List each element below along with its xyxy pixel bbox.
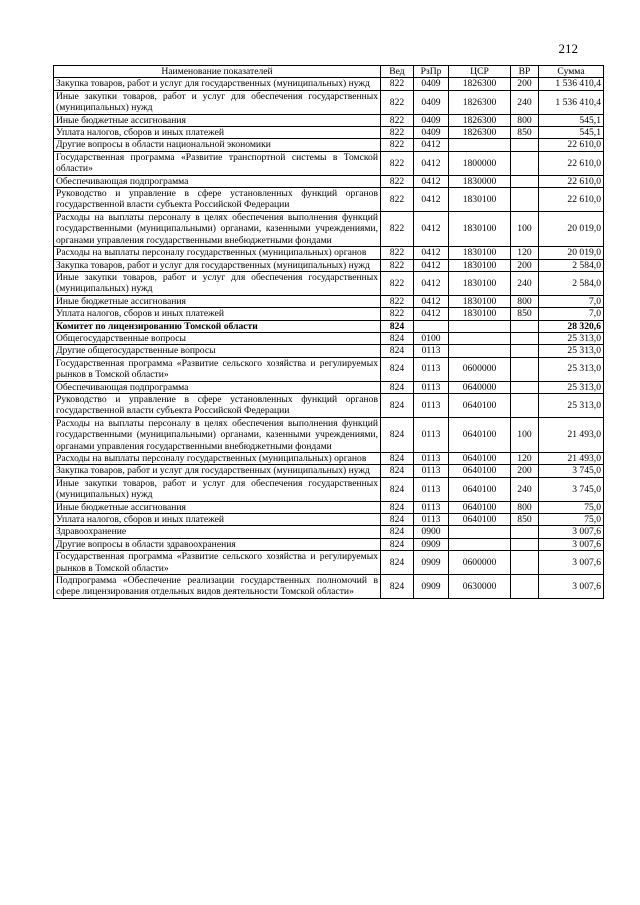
row-ved: 822 [381, 188, 414, 212]
row-vr [511, 526, 539, 538]
row-sum: 25 313,0 [539, 393, 604, 417]
row-ved: 822 [381, 90, 414, 114]
row-sum: 3 745,0 [539, 477, 604, 501]
table-row [54, 259, 604, 271]
row-ved: 824 [381, 538, 414, 550]
row-rzpr: 0909 [414, 551, 449, 575]
row-sum: 22 610,0 [539, 175, 604, 187]
table-row [54, 417, 604, 452]
row-vr [511, 151, 539, 175]
row-rzpr: 0409 [414, 78, 449, 90]
row-rzpr: 0409 [414, 90, 449, 114]
row-csr: 0640100 [449, 417, 511, 452]
row-rzpr: 0409 [414, 114, 449, 126]
row-ved: 822 [381, 139, 414, 151]
row-vr [511, 332, 539, 344]
row-vr: 100 [511, 417, 539, 452]
row-csr [449, 345, 511, 357]
row-vr [511, 381, 539, 393]
row-csr: 0600000 [449, 357, 511, 381]
row-csr: 1800000 [449, 151, 511, 175]
row-vr: 120 [511, 247, 539, 259]
table-row [54, 345, 604, 357]
row-name: Комитет по лицензированию Томской области [54, 320, 381, 332]
row-csr: 0640000 [449, 381, 511, 393]
row-rzpr: 0412 [414, 271, 449, 295]
row-ved: 824 [381, 393, 414, 417]
row-ved: 824 [381, 477, 414, 501]
row-csr: 1830000 [449, 175, 511, 187]
row-rzpr: 0412 [414, 151, 449, 175]
row-ved: 822 [381, 295, 414, 307]
row-ved: 824 [381, 357, 414, 381]
row-csr [449, 538, 511, 550]
row-sum: 25 313,0 [539, 357, 604, 381]
table-header-row [54, 66, 604, 78]
row-rzpr: 0409 [414, 127, 449, 139]
row-csr: 0640100 [449, 501, 511, 513]
row-name: Закупка товаров, работ и услуг для государственных (муниципальных) нужд [54, 78, 381, 90]
table-row [54, 211, 604, 246]
table-row [54, 477, 604, 501]
row-rzpr [414, 320, 449, 332]
row-sum: 22 610,0 [539, 139, 604, 151]
row-ved: 824 [381, 514, 414, 526]
table-body [54, 78, 604, 598]
row-csr: 0630000 [449, 575, 511, 599]
row-sum: 1 536 410,4 [539, 90, 604, 114]
row-vr [511, 551, 539, 575]
header-csr: ЦСР [449, 66, 511, 78]
row-vr [511, 393, 539, 417]
row-csr: 1830100 [449, 259, 511, 271]
row-rzpr: 0412 [414, 139, 449, 151]
table-row [54, 538, 604, 550]
row-sum: 21 493,0 [539, 417, 604, 452]
header-ved: Вед [381, 66, 414, 78]
row-csr: 0600000 [449, 551, 511, 575]
row-name: Иные закупки товаров, работ и услуг для обеспечения государственных (муниципальных) нужд [54, 271, 381, 295]
row-csr: 1830100 [449, 308, 511, 320]
row-sum: 22 610,0 [539, 188, 604, 212]
row-sum: 3 007,6 [539, 526, 604, 538]
row-ved: 824 [381, 417, 414, 452]
row-rzpr: 0113 [414, 465, 449, 477]
row-sum: 25 313,0 [539, 345, 604, 357]
row-name: Обеспечивающая подпрограмма [54, 381, 381, 393]
row-vr: 200 [511, 259, 539, 271]
row-rzpr: 0113 [414, 381, 449, 393]
table-row [54, 381, 604, 393]
header-name: Наименование показателей [54, 66, 381, 78]
row-csr: 1830100 [449, 211, 511, 246]
row-name: Руководство и управление в сфере установленных функций органов государственной власти субъекта Российской Федерации [54, 188, 381, 212]
row-ved: 824 [381, 332, 414, 344]
table-row [54, 465, 604, 477]
row-csr [449, 139, 511, 151]
row-name: Другие вопросы в области здравоохранения [54, 538, 381, 550]
row-vr: 200 [511, 465, 539, 477]
table-row [54, 127, 604, 139]
row-sum: 75,0 [539, 501, 604, 513]
row-rzpr: 0113 [414, 393, 449, 417]
row-vr: 850 [511, 127, 539, 139]
row-rzpr: 0100 [414, 332, 449, 344]
table-row [54, 114, 604, 126]
row-sum: 22 610,0 [539, 151, 604, 175]
row-sum: 7,0 [539, 295, 604, 307]
row-name: Иные бюджетные ассигнования [54, 295, 381, 307]
row-ved: 824 [381, 551, 414, 575]
table-row [54, 271, 604, 295]
row-rzpr: 0412 [414, 259, 449, 271]
row-name: Расходы на выплаты персоналу в целях обеспечения выполнения функций государственными (муниципальными) органами, казенными учреждениями, органами управления государственными внебюджетными фондами [54, 211, 381, 246]
row-vr: 240 [511, 477, 539, 501]
row-name: Расходы на выплаты персоналу в целях обеспечения выполнения функций государственными (муниципальными) органами, казенными учреждениями, органами управления государственными внебюджетными фондами [54, 417, 381, 452]
row-rzpr: 0909 [414, 538, 449, 550]
row-vr [511, 139, 539, 151]
row-vr: 240 [511, 90, 539, 114]
row-sum: 25 313,0 [539, 381, 604, 393]
table-row [54, 175, 604, 187]
row-ved: 822 [381, 151, 414, 175]
row-ved: 824 [381, 465, 414, 477]
row-name: Иные закупки товаров, работ и услуг для обеспечения государственных (муниципальных) нужд [54, 90, 381, 114]
row-vr: 240 [511, 271, 539, 295]
budget-table [53, 65, 604, 599]
row-name: Государственная программа «Развитие транспортной системы в Томской области» [54, 151, 381, 175]
row-vr: 850 [511, 308, 539, 320]
row-sum: 25 313,0 [539, 332, 604, 344]
row-ved: 824 [381, 526, 414, 538]
table-row [54, 139, 604, 151]
row-name: Руководство и управление в сфере установленных функций органов государственной власти субъекта Российской Федерации [54, 393, 381, 417]
row-vr [511, 345, 539, 357]
table-row [54, 151, 604, 175]
row-sum: 3 007,6 [539, 551, 604, 575]
page-number: 212 [558, 41, 578, 56]
row-name: Государственная программа «Развитие сельского хозяйства и регулируемых рынков в Томской области» [54, 357, 381, 381]
table-row [54, 308, 604, 320]
row-name: Расходы на выплаты персоналу государственных (муниципальных) органов [54, 453, 381, 465]
row-sum: 3 007,6 [539, 575, 604, 599]
row-rzpr: 0412 [414, 211, 449, 246]
row-rzpr: 0900 [414, 526, 449, 538]
row-rzpr: 0412 [414, 188, 449, 212]
row-ved: 822 [381, 247, 414, 259]
row-ved: 822 [381, 127, 414, 139]
table-row [54, 188, 604, 212]
row-vr: 800 [511, 501, 539, 513]
row-ved: 824 [381, 320, 414, 332]
row-vr: 800 [511, 295, 539, 307]
row-csr: 1826300 [449, 90, 511, 114]
row-rzpr: 0113 [414, 501, 449, 513]
row-vr: 100 [511, 211, 539, 246]
row-csr [449, 320, 511, 332]
row-csr: 1830100 [449, 295, 511, 307]
row-ved: 822 [381, 114, 414, 126]
row-rzpr: 0113 [414, 514, 449, 526]
row-rzpr: 0113 [414, 357, 449, 381]
table-row [54, 514, 604, 526]
row-sum: 2 584,0 [539, 271, 604, 295]
row-name: Иные бюджетные ассигнования [54, 114, 381, 126]
header-sum: Сумма [539, 66, 604, 78]
row-rzpr: 0113 [414, 345, 449, 357]
row-csr [449, 526, 511, 538]
table-row [54, 332, 604, 344]
row-csr: 1830100 [449, 188, 511, 212]
row-vr: 200 [511, 78, 539, 90]
row-sum: 545,1 [539, 114, 604, 126]
row-csr: 1826300 [449, 127, 511, 139]
row-rzpr: 0412 [414, 308, 449, 320]
row-ved: 822 [381, 211, 414, 246]
row-rzpr: 0113 [414, 417, 449, 452]
row-csr: 1826300 [449, 114, 511, 126]
row-csr: 0640100 [449, 477, 511, 501]
row-rzpr: 0909 [414, 575, 449, 599]
row-name: Расходы на выплаты персоналу государственных (муниципальных) органов [54, 247, 381, 259]
row-vr: 120 [511, 453, 539, 465]
row-sum: 7,0 [539, 308, 604, 320]
table-row [54, 247, 604, 259]
row-rzpr: 0412 [414, 247, 449, 259]
row-vr [511, 320, 539, 332]
row-vr [511, 357, 539, 381]
row-ved: 822 [381, 175, 414, 187]
row-ved: 824 [381, 381, 414, 393]
row-vr: 850 [511, 514, 539, 526]
row-name: Другие общегосударственные вопросы [54, 345, 381, 357]
row-ved: 822 [381, 78, 414, 90]
row-sum: 21 493,0 [539, 453, 604, 465]
row-name: Государственная программа «Развитие сельского хозяйства и регулируемых рынков в Томской области» [54, 551, 381, 575]
row-sum: 75,0 [539, 514, 604, 526]
row-name: Подпрограмма «Обеспечение реализации государственных полномочий в сфере лицензирования отдельных видов деятельности Томской области» [54, 575, 381, 599]
row-name: Закупка товаров, работ и услуг для государственных (муниципальных) нужд [54, 465, 381, 477]
header-vr: ВР [511, 66, 539, 78]
row-ved: 824 [381, 453, 414, 465]
table-row [54, 320, 604, 332]
row-csr: 1826300 [449, 78, 511, 90]
row-ved: 824 [381, 575, 414, 599]
row-ved: 824 [381, 501, 414, 513]
row-name: Иные закупки товаров, работ и услуг для обеспечения государственных (муниципальных) нужд [54, 477, 381, 501]
table-row [54, 501, 604, 513]
row-csr: 0640100 [449, 514, 511, 526]
row-sum: 20 019,0 [539, 211, 604, 246]
row-sum: 3 745,0 [539, 465, 604, 477]
row-name: Обеспечивающая подпрограмма [54, 175, 381, 187]
row-rzpr: 0412 [414, 295, 449, 307]
row-vr: 800 [511, 114, 539, 126]
row-name: Закупка товаров, работ и услуг для государственных (муниципальных) нужд [54, 259, 381, 271]
table-row [54, 393, 604, 417]
table-row [54, 453, 604, 465]
row-sum: 20 019,0 [539, 247, 604, 259]
row-sum: 2 584,0 [539, 259, 604, 271]
row-csr: 0640100 [449, 393, 511, 417]
row-csr: 1830100 [449, 271, 511, 295]
row-vr [511, 175, 539, 187]
header-rzpr: РзПр [414, 66, 449, 78]
row-vr [511, 575, 539, 599]
row-sum: 545,1 [539, 127, 604, 139]
row-vr [511, 538, 539, 550]
row-sum: 3 007,6 [539, 538, 604, 550]
row-ved: 822 [381, 259, 414, 271]
row-rzpr: 0113 [414, 453, 449, 465]
row-name: Общегосударственные вопросы [54, 332, 381, 344]
row-ved: 822 [381, 308, 414, 320]
row-csr [449, 332, 511, 344]
table-row [54, 90, 604, 114]
row-name: Здравоохранение [54, 526, 381, 538]
table-row [54, 575, 604, 599]
row-csr: 1830100 [449, 247, 511, 259]
table-row [54, 526, 604, 538]
row-rzpr: 0113 [414, 477, 449, 501]
table-row [54, 357, 604, 381]
row-name: Другие вопросы в области национальной экономики [54, 139, 381, 151]
row-name: Уплата налогов, сборов и иных платежей [54, 514, 381, 526]
table-row [54, 551, 604, 575]
row-csr: 0640100 [449, 465, 511, 477]
row-ved: 824 [381, 345, 414, 357]
row-csr: 0640100 [449, 453, 511, 465]
table-row [54, 78, 604, 90]
table-row [54, 295, 604, 307]
row-name: Уплата налогов, сборов и иных платежей [54, 127, 381, 139]
row-sum: 28 320,6 [539, 320, 604, 332]
row-vr [511, 188, 539, 212]
row-ved: 822 [381, 271, 414, 295]
row-name: Уплата налогов, сборов и иных платежей [54, 308, 381, 320]
row-sum: 1 536 410,4 [539, 78, 604, 90]
row-name: Иные бюджетные ассигнования [54, 501, 381, 513]
row-rzpr: 0412 [414, 175, 449, 187]
